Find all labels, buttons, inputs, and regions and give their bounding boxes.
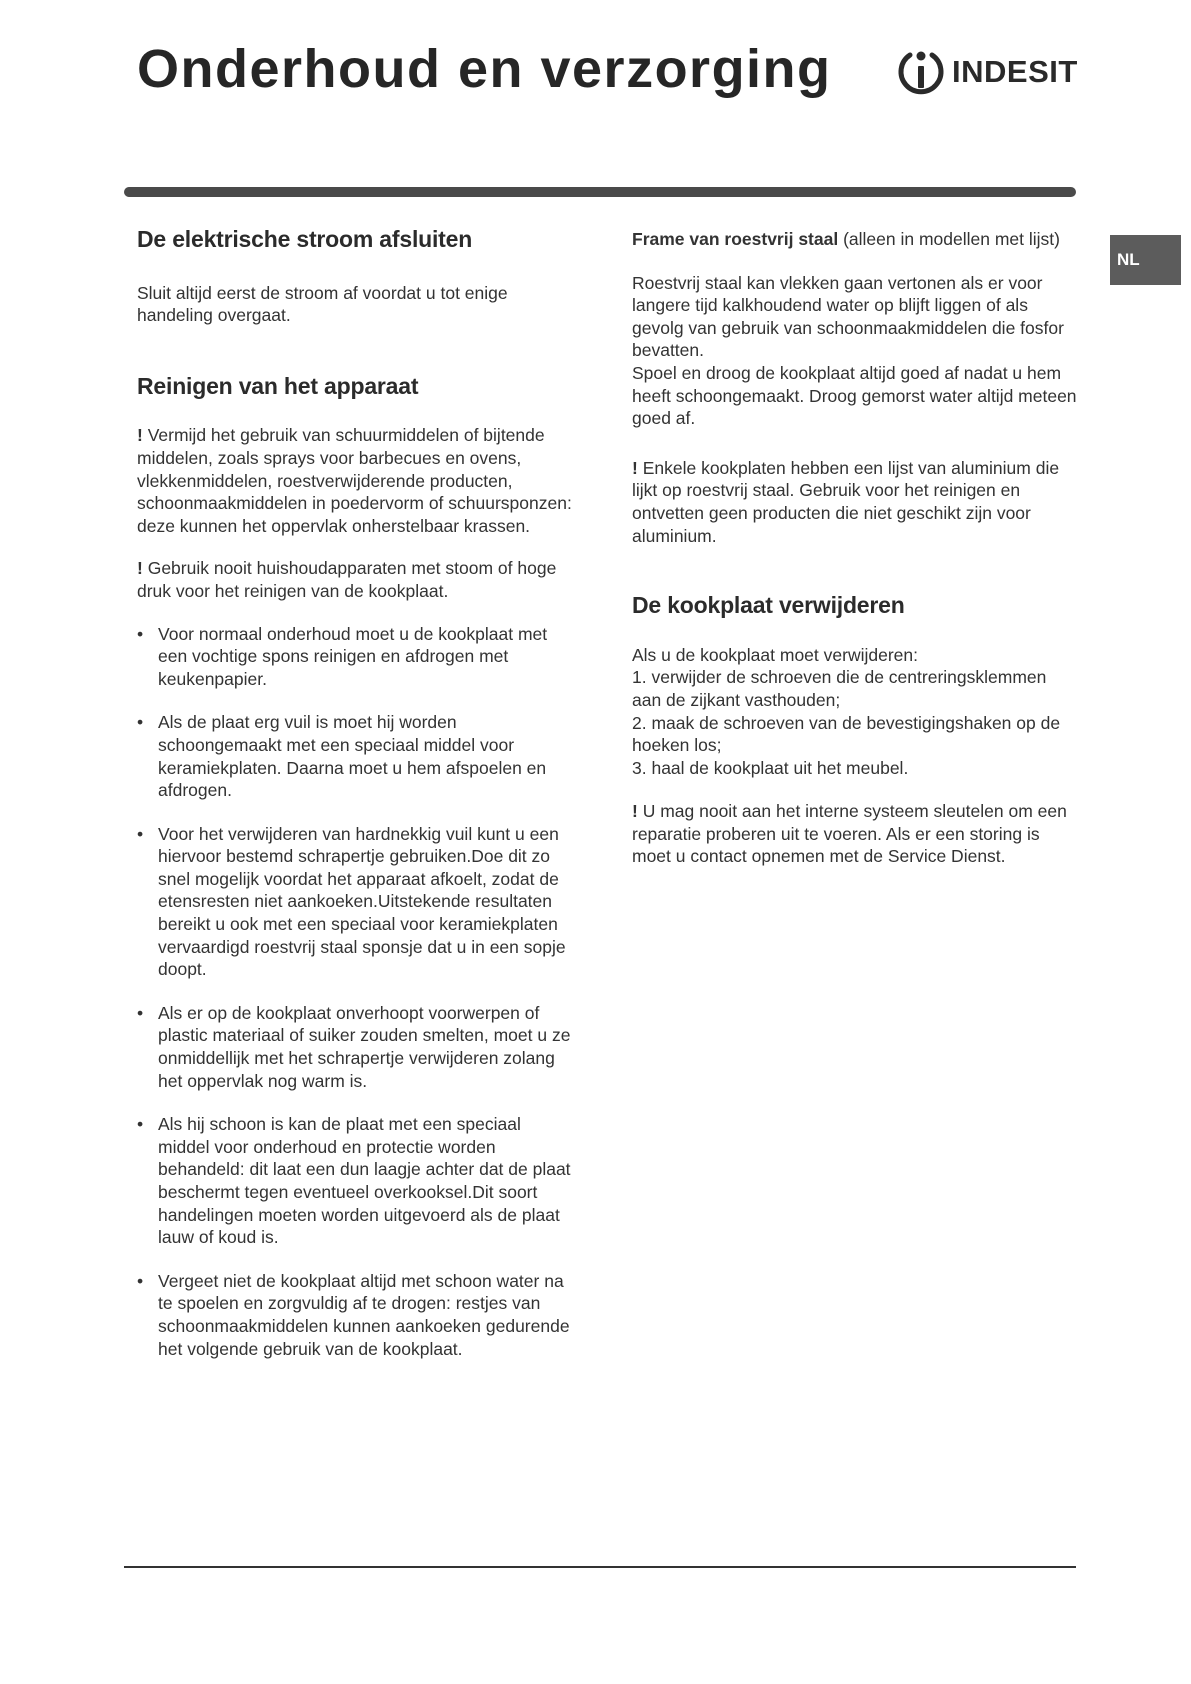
frame-text-1: Roestvrij staal kan vlekken gaan vertonen als er voor langere tijd kalkhoudend water op blijft liggen of als gevolg van gebruik van schoonmaakmiddelen die fosfor bevatten. (632, 272, 1064, 361)
warning-mark: ! (137, 425, 143, 446)
list-item: • Als er op de kookplaat onverhoopt voorwerpen of plastic materiaal of suiker zouden smelten, moet u ze onmiddellijk met het schrapertje verwijderen zolang het oppervlak nog warm is. (137, 1002, 577, 1092)
cleaning-list (137, 623, 577, 1361)
warning-steam: ! Gebruik nooit huishoudapparaten met stoom of hoge druk voor het reinigen van de kookplaat. (137, 558, 557, 601)
language-tab: NL (1110, 235, 1181, 285)
list-item: • Voor het verwijderen van hardnekkig vuil kunt u een hiervoor bestemd schrapertje gebruiken.Doe dit zo snel mogelijk voordat het apparaat afkoelt, zodat de etensresten niet aankoeken.Uitstekende resultaten bereikt u ook met een speciaal voor keramiekplaten vervaardigd roestvrij staal sponsje dat u in een sopje doopt. (137, 823, 577, 981)
power-off-text: Sluit altijd eerst de stroom af voordat u tot enige handeling overgaat. (137, 282, 508, 326)
list-item: • Vergeet niet de kookplaat altijd met schoon water na te spoelen en zorgvuldig af te drogen: restjes van schoonmaakmiddelen kunnen aankoeken gedurende het volgende gebruik van de kookplaat. (137, 1270, 577, 1360)
remove-step: 2. maak de schroeven van de bevestigingshaken op de hoeken los; (632, 712, 1061, 756)
warning-abrasives: ! Vermijd het gebruik van schuurmiddelen of bijtende middelen, zoals sprays voor barbecues en ovens, vlekkenmiddelen, roestverwijderende producten, schoonmaakmiddelen in poedervorm of schuursponzen: deze kunnen het oppervlak onherstelbaar krassen. (137, 425, 572, 536)
warning-mark: ! (137, 558, 143, 579)
heading-cleaning: Reinigen van het apparaat (137, 372, 419, 399)
list-item: • Als de plaat erg vuil is moet hij worden schoongemaakt met een speciaal middel voor keramiekplaten. Daarna moet u hem afspoelen en afdrogen. (137, 711, 577, 801)
remove-step: 3. haal de kookplaat uit het meubel. (632, 757, 909, 778)
left-column (137, 228, 577, 1360)
warning-mark: ! (632, 801, 638, 822)
list-item: • Als hij schoon is kan de plaat met een speciaal middel voor onderhoud en protectie worden behandeld: dit laat een dun laagje achter dat de plaat beschermt tegen eventueel overkooksel.Dit soort handelingen moeten worden uitgevoerd als de plaat lauw of koud is. (137, 1113, 577, 1249)
frame-heading: Frame van roestvrij staal (alleen in modellen met lijst) (632, 229, 1060, 249)
heading-remove: De kookplaat verwijderen (632, 592, 905, 619)
warning-aluminium: ! Enkele kookplaten hebben een lijst van aluminium die lijkt op roestvrij staal. Gebruik voor het reinigen en ontvetten geen producten die niet geschikt zijn voor aluminium. (632, 457, 1060, 546)
list-item: • Voor normaal onderhoud moet u de kookplaat met een vochtige spons reinigen en afdrogen met keukenpapier. (137, 623, 577, 691)
indesit-logo (896, 46, 1078, 98)
warning-repair: ! U mag nooit aan het interne systeem sleutelen om een reparatie proberen uit te voeren. Als er een storing is moet u contact opnemen met de Service Dienst. (632, 801, 1067, 867)
heading-power-off: De elektrische stroom afsluiten (137, 226, 473, 252)
remove-step: 1. verwijder de schroeven die de centreringsklemmen aan de zijkant vasthouden; (632, 667, 1047, 710)
indesit-logo-icon (896, 46, 946, 98)
right-column (632, 228, 1077, 868)
frame-text-2: Spoel en droog de kookplaat altijd goed af nadat u hem heeft schoongemaakt. Droog gemorst water altijd meteen goed af. (632, 362, 1077, 429)
warning-mark: ! (632, 457, 638, 478)
top-divider (124, 187, 1076, 197)
bottom-divider (124, 1566, 1076, 1568)
remove-intro: Als u de kookplaat moet verwijderen: (632, 644, 918, 665)
page-title: Onderhoud en verzorging (137, 39, 832, 99)
brand-name: INDESIT (952, 54, 1078, 89)
